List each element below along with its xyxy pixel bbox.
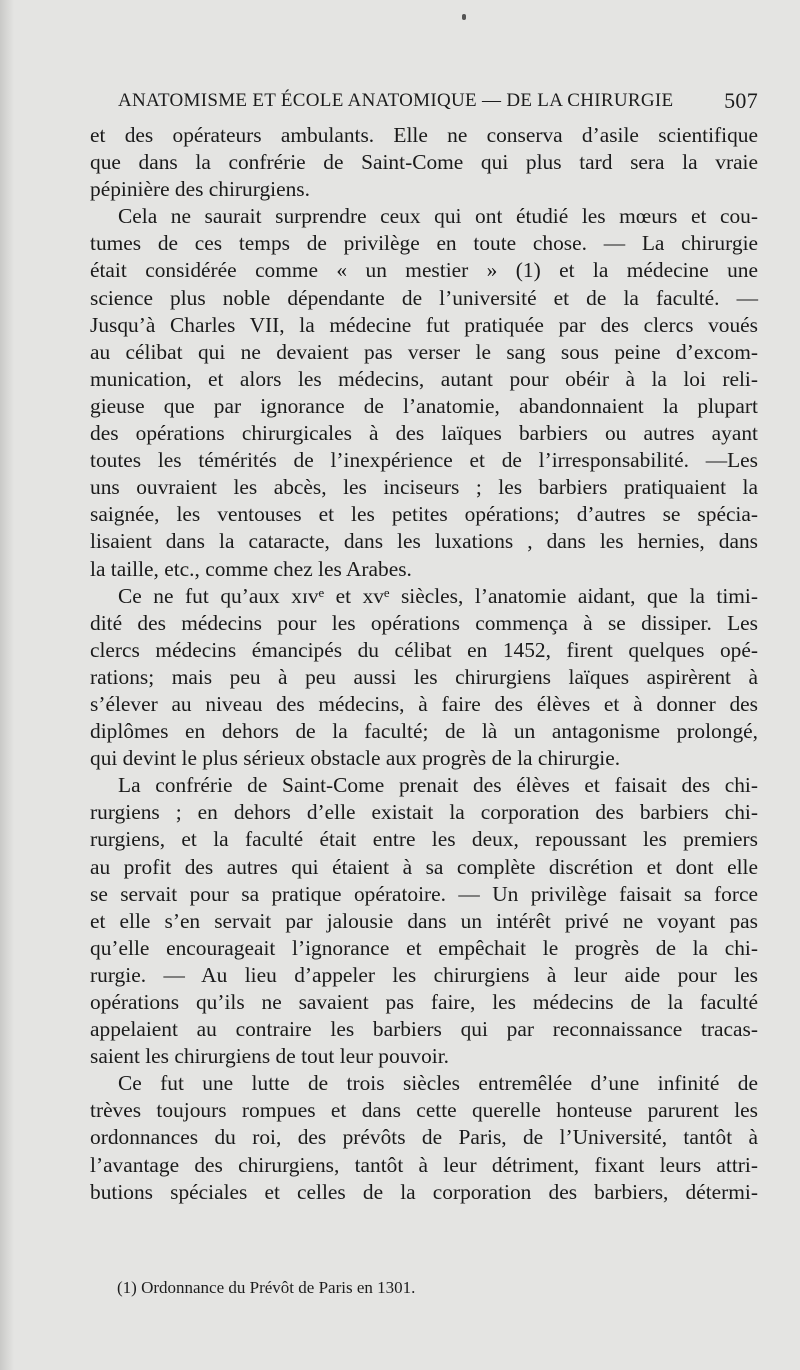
text-line: La confrérie de Saint-Come prenait des élèves et faisait des chi- [118, 773, 758, 798]
text-line: toutes les témérités de l’inexpérience et de l’irresponsabilité. —Les [90, 448, 758, 473]
text-line: ordonnances du roi, des prévôts de Paris, de l’Université, tantôt à [90, 1125, 758, 1150]
text-line: Ce ne fut qu’aux xɪvᵉ et xvᵉ siècles, l’anatomie aidant, que la timi- [118, 583, 758, 608]
text-line: au célibat qui ne devaient pas verser le sang sous peine d’excom- [90, 339, 758, 364]
text-line: rations; mais peu à peu aussi les chirurgiens laïques aspirèrent à [90, 664, 758, 689]
text-line: trèves toujours rompues et dans cette querelle honteuse parurent les [90, 1098, 758, 1123]
text-line: et des opérateurs ambulants. Elle ne conserva d’asile scientifique [90, 123, 758, 147]
body-text [90, 122, 758, 1206]
text-line: Ce fut une lutte de trois siècles entremêlée d’une infinité de [118, 1071, 758, 1096]
text-line: saignée, les ventouses et les petites opérations; d’autres se spécia- [90, 502, 758, 527]
text-line: la taille, etc., comme chez les Arabes. [90, 556, 412, 581]
text-line: des opérations chirurgicales à des laïques barbiers ou autres ayant [90, 421, 758, 446]
text-line: rurgiens, et la faculté était entre les deux, repoussant les premiers [90, 827, 758, 852]
text-line: uns ouvraient les abcès, les inciseurs ; les barbiers pratiquaient la [90, 475, 758, 500]
footnote: (1) Ordonnance du Prévôt de Paris en 1301. [117, 1278, 416, 1297]
text-line: opérations qu’ils ne savaient pas faire, les médecins de la faculté [90, 990, 758, 1014]
text-line: appelaient au contraire les barbiers qui par reconnaissance tracas- [90, 1017, 758, 1042]
page-gutter-shadow [0, 0, 14, 1370]
text-line: rurgiens ; en dehors d’elle existait la corporation des barbiers chi- [90, 800, 758, 825]
text-line: pépinière des chirurgiens. [90, 177, 310, 202]
text-line: butions spéciales et celles de la corporation des barbiers, détermi- [90, 1179, 758, 1204]
page-number: 507 [724, 88, 758, 113]
text-line: s’élever au niveau des médecins, à faire des élèves et à donner des [90, 691, 758, 716]
text-line: que dans la confrérie de Saint-Come qui plus tard sera la vraie [90, 150, 758, 175]
text-line: clercs médecins émancipés du célibat en 1452, firent quelques opé- [90, 637, 758, 662]
text-line: au profit des autres qui étaient à sa complète discrétion et dont elle [90, 854, 758, 879]
text-line: qu’elle encourageait l’ignorance et empêchait le progrès de la chi- [90, 935, 758, 960]
text-line: gieuse que par ignorance de l’anatomie, abandonnaient la plupart [90, 393, 758, 418]
ink-speck [462, 14, 466, 20]
text-line: qui devint le plus sérieux obstacle aux progrès de la chirurgie. [90, 746, 621, 771]
text-line: rurgie. — Au lieu d’appeler les chirurgiens à leur aide pour les [90, 962, 758, 987]
text-line: munication, et alors les médecins, autant pour obéir à la loi reli- [90, 366, 758, 391]
text-line: Jusqu’à Charles VII, la médecine fut pratiquée par des clercs voués [90, 312, 758, 337]
text-line: lisaient dans la cataracte, dans les luxations , dans les hernies, dans [90, 529, 758, 554]
text-line: était considérée comme « un mestier » (1) et la médecine une [90, 258, 758, 283]
text-line: saient les chirurgiens de tout leur pouvoir. [90, 1044, 450, 1069]
text-line: Cela ne saurait surprendre ceux qui ont étudié les mœurs et cou- [118, 204, 758, 229]
text-line: diplômes en dehors de la faculté; de là un antagonisme prolongé, [90, 719, 758, 744]
text-line: et elle s’en servait par jalousie dans un intérêt privé ne voyant pas [90, 908, 758, 933]
text-line: science plus noble dépendante de l’université et de la faculté. — [90, 285, 758, 310]
text-line: tumes de ces temps de privilège en toute chose. — La chirurgie [90, 231, 758, 256]
text-line: se servait pour sa pratique opératoire. — Un privilège faisait sa force [90, 881, 758, 906]
text-line: dité des médecins pour les opérations commença à se dissiper. Les [90, 610, 758, 635]
running-head-title: ANATOMISME ET ÉCOLE ANATOMIQUE — DE LA CHIRURGIE [118, 90, 674, 111]
text-line: l’avantage des chirurgiens, tantôt à leur détriment, fixant leurs attri- [90, 1152, 758, 1177]
running-head [118, 88, 758, 118]
